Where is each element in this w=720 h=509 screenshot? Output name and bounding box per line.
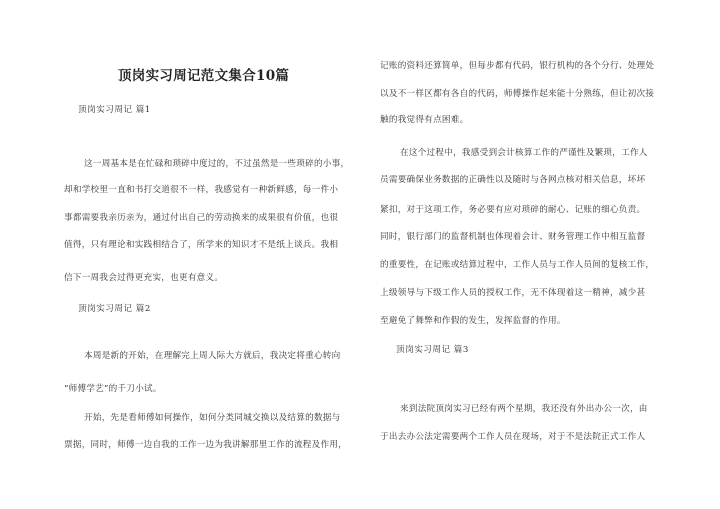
paragraph-line: “师傅学艺”的千刀小试。 — [64, 384, 162, 394]
paragraph-line: 记账的资料还算简单，但每步都有代码，银行机构的各个分行、处理处 — [380, 61, 655, 71]
paragraph-line: 于出去办公法定需要两个工作人员在现场，对于不是法院正式工作人 — [380, 432, 646, 442]
section-heading-1: 顶岗实习周记 篇1 — [78, 105, 151, 115]
paragraph-line: 触的我觉得有点困难。 — [380, 115, 469, 125]
paragraph-line: 这一周基本是在忙碌和琐碎中度过的，不过虽然是一些琐碎的小事， — [84, 159, 350, 169]
section-heading-2: 顶岗实习周记 篇2 — [78, 304, 151, 314]
paragraph-line: 却和学校里一直和书打交道很不一样，我感觉有一种新鲜感，每一件小 — [64, 185, 339, 195]
paragraph-line: 开始，先是看师傅如何操作，如何分类同城交换以及结算的数据与 — [84, 413, 341, 423]
paragraph-line: 事都需要我亲历亲为，通过付出自己的劳动换来的成果很有价值，也很 — [64, 213, 339, 223]
paragraph-line: 上级领导与下级工作人员的授权工作，无不体现着这一精神，减少甚 — [380, 288, 646, 298]
document-title: 顶岗实习周记范文集合10篇 — [118, 68, 290, 84]
paragraph-line: 在这个过程中，我感受到会计核算工作的严谨性及繁琐，工作人 — [400, 148, 648, 158]
paragraph-line: 至避免了舞弊和作假的发生，发挥监督的作用。 — [380, 316, 566, 326]
section-heading-3: 顶岗实习周记 篇3 — [396, 345, 469, 355]
paragraph-line: 同时，银行部门的监督机制也体现着会计、财务管理工作中相互监督 — [380, 232, 646, 242]
paragraph-line: 值得，只有理论和实践相结合了，所学来的知识才不是纸上谈兵。我相 — [64, 240, 339, 250]
paragraph-line: 来到法院顶岗实习已经有两个星期，我还没有外出办公一次，由 — [400, 404, 648, 414]
paragraph-line: 票据，同时，师傅一边自我的工作一边为我讲解那里工作的流程及作用， — [64, 440, 348, 450]
paragraph-line: 以及不一样区都有各自的代码，师傅操作起来能十分熟练，但让初次接 — [380, 89, 655, 99]
paragraph-line: 员需要确保业务数据的正确性以及随时与各网点核对相关信息，坏坏 — [380, 175, 646, 185]
paragraph-line: 本周是新的开始，在理解完上周人际大方就后，我决定将重心转向 — [84, 351, 341, 361]
paragraph-line: 信下一周我会过得更充实，也更有意义。 — [64, 273, 224, 283]
paragraph-line: 紧扣，对于这项工作，务必要有应对琐碎的耐心、记账的细心负责。 — [380, 205, 646, 215]
paragraph-line: 的重要性，在记账或结算过程中，工作人员与工作人员间的复核工作， — [380, 260, 655, 270]
